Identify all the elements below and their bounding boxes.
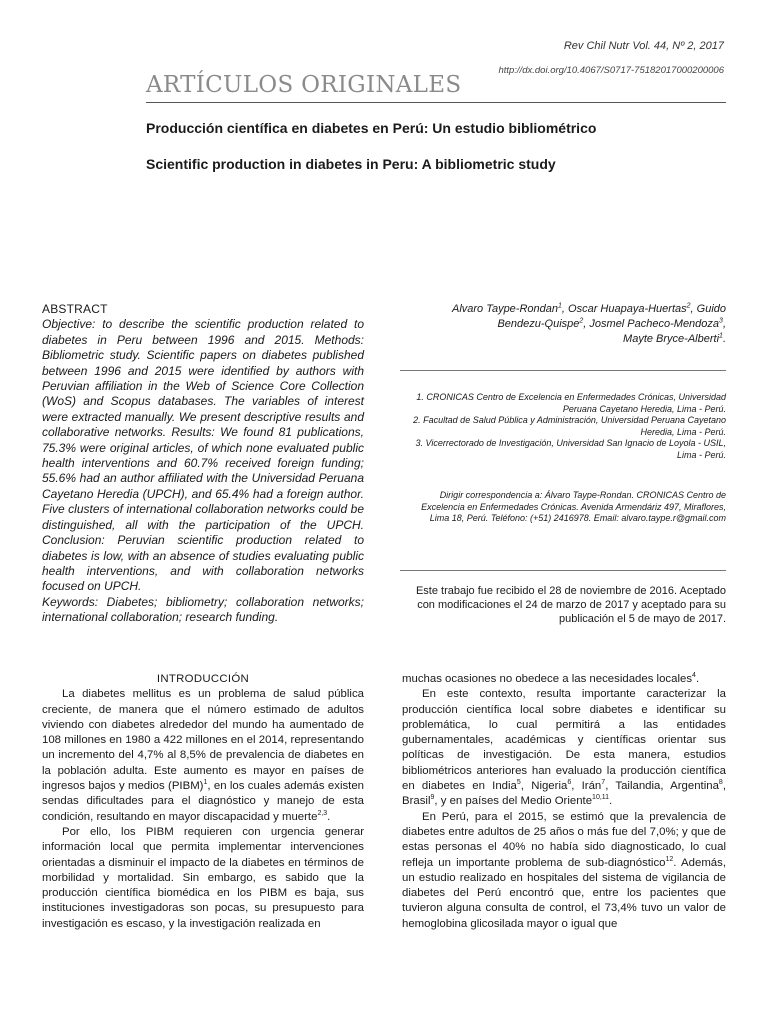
received-divider — [400, 570, 726, 571]
header-divider — [146, 102, 726, 103]
citation: 4 — [692, 672, 696, 680]
author-name: Alvaro Taype-Rondan — [452, 303, 558, 315]
citation: 12 — [665, 855, 674, 863]
paragraph: muchas ocasiones no obedece a las necesidades locales$^4$. — [402, 672, 700, 685]
author-sup: 1 — [558, 302, 562, 310]
journal-citation: Rev Chil Nutr Vol. 44, Nº 2, 2017 — [563, 40, 724, 52]
paragraph-text: muchas ocasiones no obedece a las necesidades locales — [402, 673, 693, 685]
citation: 1 — [203, 779, 208, 787]
title-english: Scientific production in diabetes in Peru: A bibliometric study — [146, 156, 556, 172]
paragraph-text: La diabetes mellitus es un problema de salud pública creciente, de manera que el número estimado de adultos viviendo con diabetes alrededor del mundo ha aumentado de 108 millones en 1980 a 422 millones en el 2014, representando un incremento del 4,7% al 8,5% de prevalencia de diabetes en la población adulta. Este aumento es mayor en países de ingresos bajos y medios (PIBM) — [42, 688, 364, 793]
doi-link[interactable]: http://dx.doi.org/10.4067/S0717-75182017000200006 — [498, 65, 724, 76]
author-sup: 2 — [579, 317, 584, 325]
paragraph-text: , Tailandia, Argentina — [605, 780, 719, 793]
author-name: , Josmel Pacheco-Mendoza — [583, 318, 720, 330]
paragraph-text: , y en países del Medio Oriente — [434, 795, 593, 808]
author-name: Mayte Bryce-Alberti — [623, 333, 720, 345]
paragraph-text: , Brasil — [402, 780, 726, 808]
author-sup: 2 — [686, 302, 691, 310]
received-note: Este trabajo fue recibido el 28 de noviembre de 2016. Aceptado con modificaciones el 24 de marzo de 2017 y aceptado para su publicación el 5 de mayo de 2017. — [415, 585, 726, 625]
citation: 8 — [718, 779, 723, 787]
abstract-block — [42, 302, 364, 626]
abstract-heading: ABSTRACT — [42, 302, 108, 316]
citation: 2,3 — [317, 809, 328, 817]
author-name: Bendezu-Quispe — [497, 318, 580, 330]
citation: 10,11 — [592, 794, 610, 802]
paragraph: En este contexto, resulta importante caracterizar la producción científica local sobre diabetes e identificar su problemática, lo cual permitirá a las entidades gubernamentales, académicas y científicas orientar sus políticas de investigación. De esta manera, estudios bibliométricos anteriores han evaluado la producción científica en diabetes en India$^5$, Nigeria$^6$, Irán$^7$, Tailandia, Argentina$^8$, Brasil$^9$, y en países del Medio Oriente$^{10,11}$. — [402, 688, 726, 808]
paragraph-text: , Nigeria — [520, 780, 568, 793]
affiliation-item: 3. Vicerrectorado de Investigación, Universidad San Ignacio de Loyola - USIL, Lima - Perú. — [415, 438, 726, 460]
paragraph-text: En Perú, para el 2015, se estimó que la prevalencia de diabetes entre adultos de 25 años o más fue del 7,0%; y que de estas personas el 40% no había sido diagnosticado, lo cual refleja un importante problema de sub-diagnóstico — [402, 810, 726, 869]
paragraph-text: , Irán — [571, 780, 602, 793]
citation: 5 — [516, 779, 521, 787]
affiliation-item: 1. CRONICAS Centro de Excelencia en Enfermedades Crónicas, Universidad Peruana Cayetano Heredia, Lima - Perú. — [416, 392, 726, 414]
author-name: , Oscar Huapaya-Huertas — [561, 303, 687, 315]
paragraph-text: Además, un estudio realizado en hospitales del sistema de vigilancia de diabetes del Perú encontró que, entre los pacientes que tuvieron alguna consulta de control, el 73,4% tuvo un valor de hemoglobina glicosilada mayor o igual que — [402, 856, 726, 930]
citation: 9 — [430, 794, 435, 802]
author-list: Alvaro Taype-Rondan$^1$, Oscar Huapaya-Huertas$^2$, Guido Bendezu-Quispe$^2$, Josmel Pacheco-Mendoza$^3$, Mayte Bryce-Alberti$^1$. — [452, 302, 726, 345]
paragraph: La diabetes mellitus es un problema de salud pública creciente, de manera que el número estimado de adultos viviendo con diabetes alrededor del mundo ha aumentado de 108 millones en 1980 a 422 millones en el 2014, representando un incremento del 4,7% al 8,5% de prevalencia de diabetes en la población adulta. Este aumento es mayor en países de ingresos bajos y medios (PIBM)$^1$, en los cuales además existen sendas dificultades para el diagnóstico y manejo de esta condición, resultando en mayor discapacidad y muerte$^{2,3}$. — [42, 688, 365, 823]
left-column — [42, 672, 364, 932]
correspondence: Dirigir correspondencia a: Álvaro Taype-Rondan. CRONICAS Centro de Excelencia en Enfermedades Crónicas. Avenida Armendáriz 497, Miraflores, Lima 18, Perú. Teléfono: (+51) 2416978. Email: alvaro.taype.r@gmail.com — [421, 490, 726, 523]
citation: 6 — [567, 779, 572, 787]
title-spanish: Producción científica en diabetes en Perú: Un estudio bibliométrico — [146, 120, 597, 136]
citation: 7 — [601, 779, 606, 787]
paragraph: Por ello, los PIBM requieren con urgencia generar información local que permita implementar intervenciones orientadas a disminuir el impacto de la diabetes en términos de morbilidad y mortalidad. Sin embargo, es sabido que la producción científica biomédica en los PIBM es baja, sus instituciones investigadoras son pocas, su presupuesto para investigación es escaso, y la investigación realizada en — [42, 825, 364, 930]
author-sup: 3 — [719, 317, 723, 325]
affiliation-divider — [400, 370, 726, 371]
paragraph-text: En este contexto, resulta importante caracterizar la producción científica local sobre diabetes e identificar su problemática, lo cual permitirá a las entidades gubernamentales, académicas y científicas orientar sus políticas de investigación. De esta manera, estudios bibliométricos anteriores han evaluado la producción científica en diabetes en India — [402, 688, 726, 793]
paragraph-text: , en los cuales además existen sendas dificultades para el diagnóstico y manejo de esta condición, resultando en mayor discapacidad y muerte — [42, 780, 365, 823]
paragraph: En Perú, para el 2015, se estimó que la prevalencia de diabetes entre adultos de 25 años o más fue del 7,0%; y que de estas personas el 40% no había sido diagnosticado, lo cual refleja un importante problema de sub-diagnóstico$^{12}$. Además, un estudio realizado en hospitales del sistema de vigilancia de diabetes del Perú encontró que, entre los pacientes que tuvieron alguna consulta de control, el 73,4% tuvo un valor de hemoglobina glicosilada mayor o igual que — [402, 810, 726, 930]
author-name: , Guido — [690, 303, 726, 315]
affiliation-item: 2. Facultad de Salud Pública y Administración, Universidad Peruana Cayetano Heredia, Lima - Perú. — [413, 415, 726, 437]
author-sup: 1 — [719, 332, 723, 340]
affiliations — [400, 392, 726, 461]
right-column — [402, 672, 726, 932]
abstract-keywords: Keywords: Diabetes; bibliometry; collaboration networks; international collaboration; research funding. — [42, 594, 364, 625]
section-title: ARTÍCULOS ORIGINALES — [146, 72, 462, 98]
intro-heading: INTRODUCCIÓN — [156, 673, 250, 685]
abstract-body: Objective: to describe the scientific production related to diabetes in Peru between 1996 and 2015. Methods: Bibliometric study. Scientific papers on diabetes published between 1996 and 2015 were identified by authors with Peruvian affiliation in the Web of Science Core Collection (WoS) and Scopus databases. The variables of interest were extracted manually. We present descriptive results and collaborative networks. Results: We found 81 publications, 75.3% were original articles, of which none evaluated public health interventions and 60.7% received foreign funding; 55.6% had an author affiliated with the Universidad Peruana Cayetano Heredia (UPCH), and 65.4% had a foreign author. Five clusters of international collaboration networks could be distinguished, all with the participation of the UPCH. Conclusion: Peruvian scientific production related to diabetes is low, with an absence of studies evaluating public health interventions, and with collaboration networks focused on UPCH. — [42, 317, 364, 594]
